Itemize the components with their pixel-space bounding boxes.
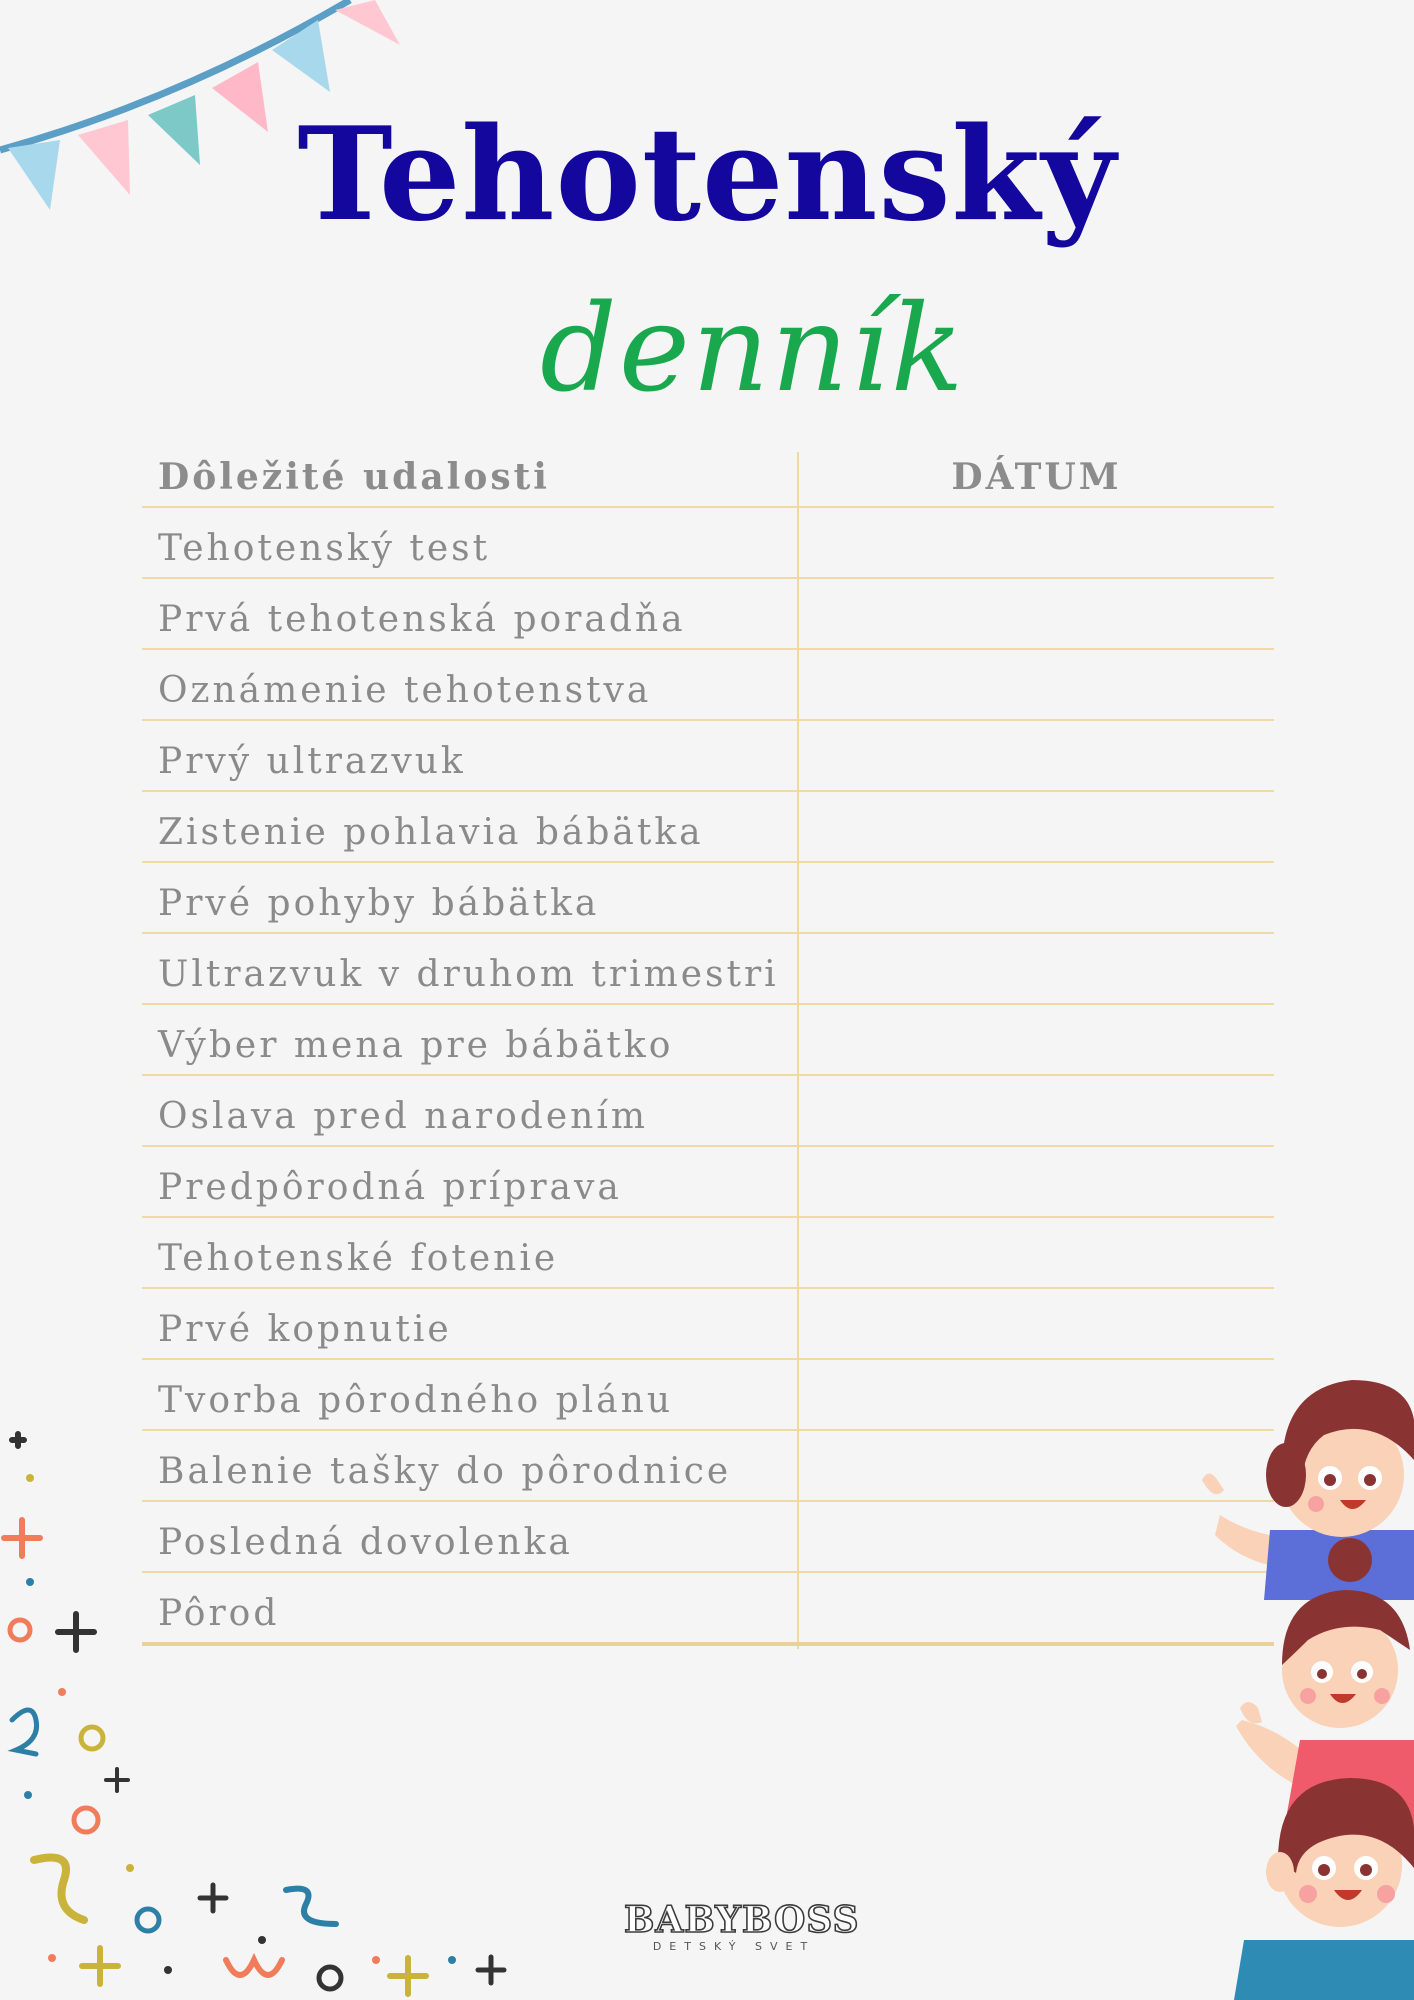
table-row — [142, 1147, 1274, 1218]
table-row — [142, 934, 1274, 1005]
table-row — [142, 1289, 1274, 1360]
table-row — [142, 721, 1274, 792]
table-row — [142, 863, 1274, 934]
subtitle-text: denník — [540, 280, 966, 419]
event-cell: Oznámenie tehotenstva — [158, 670, 652, 711]
date-cell[interactable] — [799, 721, 1274, 790]
date-cell[interactable] — [799, 934, 1274, 1003]
date-cell[interactable] — [799, 863, 1274, 932]
date-cell[interactable] — [799, 1147, 1274, 1216]
event-cell: Prvé pohyby bábätka — [158, 883, 600, 924]
event-cell: Prvá tehotenská poradňa — [158, 599, 686, 640]
date-cell[interactable] — [799, 792, 1274, 861]
event-cell: Posledná dovolenka — [158, 1522, 573, 1563]
confetti-icon — [0, 1420, 540, 2000]
table-row — [142, 579, 1274, 650]
date-cell[interactable] — [799, 1289, 1274, 1358]
babyboss-logo — [624, 1899, 860, 1960]
date-cell[interactable] — [799, 1005, 1274, 1074]
event-cell: Oslava pred narodením — [158, 1096, 648, 1137]
table-row — [142, 1218, 1274, 1289]
date-cell[interactable] — [799, 508, 1274, 577]
event-cell: Prvé kopnutie — [158, 1309, 452, 1350]
logo-tagline: DETSKÝ SVET — [652, 1940, 816, 1953]
event-cell: Tvorba pôrodného plánu — [158, 1380, 674, 1421]
event-cell: Prvý ultrazvuk — [158, 741, 466, 782]
event-cell: Pôrod — [158, 1593, 280, 1634]
table-row — [142, 792, 1274, 863]
table-header — [142, 450, 1274, 508]
event-cell: Predpôrodná príprava — [158, 1167, 622, 1208]
date-cell[interactable] — [799, 1076, 1274, 1145]
event-cell: Výber mena pre bábätko — [158, 1025, 674, 1066]
event-cell: Zistenie pohlavia bábätka — [158, 812, 704, 853]
peeking-children-illustration — [1190, 1360, 1414, 2000]
page-title: Tehotenský — [297, 100, 1117, 250]
logo-name: BABYBOSS — [624, 1899, 860, 1941]
date-cell[interactable] — [799, 650, 1274, 719]
header-date: DÁTUM — [951, 456, 1122, 498]
event-cell: Tehotenské fotenie — [158, 1238, 559, 1279]
event-cell: Tehotenský test — [158, 528, 491, 569]
event-cell: Balenie tašky do pôrodnice — [158, 1451, 732, 1492]
date-cell[interactable] — [799, 579, 1274, 648]
event-cell: Ultrazvuk v druhom trimestri — [158, 954, 779, 995]
page-subtitle — [500, 220, 980, 460]
table-row — [142, 508, 1274, 579]
table-row — [142, 1005, 1274, 1076]
date-cell[interactable] — [799, 1218, 1274, 1287]
table-row — [142, 1076, 1274, 1147]
table-row — [142, 650, 1274, 721]
header-event: Dôležité udalosti — [158, 456, 550, 498]
